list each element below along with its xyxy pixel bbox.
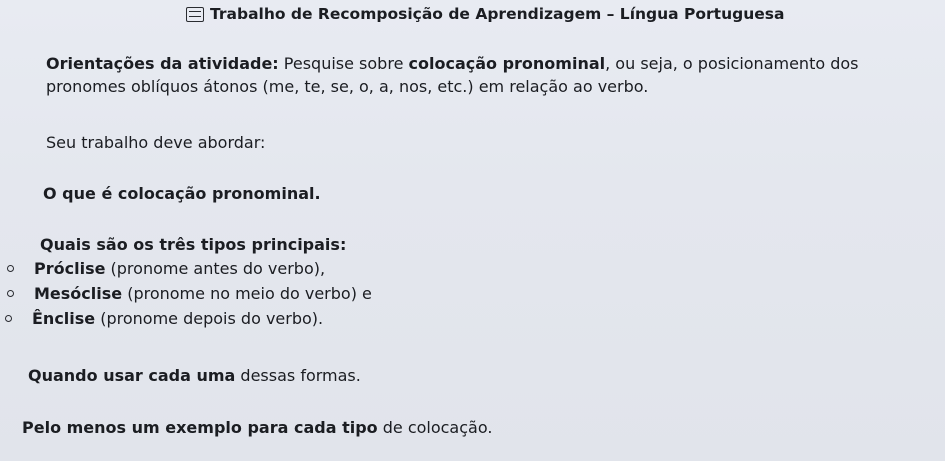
- type-term: Mesóclise: [34, 284, 123, 303]
- activity-instructions: [46, 52, 926, 98]
- bullet-circle-icon: [7, 265, 14, 272]
- when-to-use-rest: dessas formas.: [235, 366, 361, 385]
- type-term: Ênclise: [32, 309, 96, 328]
- document-header: [186, 5, 784, 23]
- list-item-proclise: [0, 256, 372, 281]
- examples-bold: Pelo menos um exemplo para cada tipo: [22, 418, 378, 437]
- topic-when-to-use: [28, 366, 361, 385]
- document-title: Trabalho de Recomposição de Aprendizagem – Língua Portuguesa: [210, 5, 785, 23]
- when-to-use-bold: Quando usar cada uma: [28, 366, 236, 385]
- bullet-circle-icon: [5, 315, 12, 322]
- types-list: [0, 256, 372, 331]
- instructions-label: Orientações da atividade:: [46, 54, 279, 73]
- assignment-intro: Seu trabalho deve abordar:: [46, 133, 266, 152]
- topic-definition: O que é colocação pronominal.: [43, 184, 321, 203]
- type-description: (pronome no meio do verbo) e: [122, 284, 372, 303]
- topic-types-heading: Quais são os três tipos principais:: [40, 235, 347, 254]
- instructions-text-part1: Pesquise sobre: [278, 54, 409, 73]
- document-icon: [186, 7, 204, 22]
- type-term: Próclise: [34, 259, 106, 278]
- examples-rest: de colocação.: [377, 418, 493, 437]
- instructions-text-part2: , ou seja, o posicionamento dos pronomes oblíquos átonos (me, te, se, o, a, nos, etc.) em relação ao verbo.: [46, 54, 859, 97]
- type-description: (pronome antes do verbo),: [105, 259, 326, 278]
- list-item-enclise: [0, 306, 370, 331]
- topic-examples: [22, 418, 492, 437]
- instructions-highlight: colocação pronominal: [408, 54, 606, 73]
- type-description: (pronome depois do verbo).: [95, 309, 324, 328]
- bullet-circle-icon: [7, 290, 14, 297]
- list-item-mesoclise: [0, 281, 372, 306]
